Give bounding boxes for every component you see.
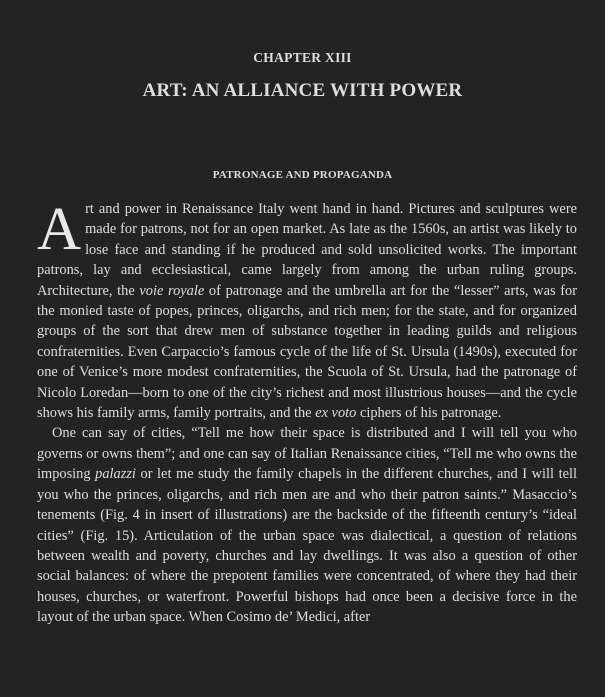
- section-heading: PATRONAGE AND PROPAGANDA: [212, 169, 393, 181]
- paragraph-2-text-b: or let me study the family chapels in the different churches, and I will tell you who the princes, oligarchs, and rich men are and who their patron saints.” Masaccio’s tenements (Fig. 4 in insert of illustrations) are the backside of the fifteenth century’s “ideal cities” (Fig. 15). Articulation of the urban space was dialectical, a question of relations between wealth and poverty, churches and lay dwellings. It was also a question of other social balances: of where the prepotent families were concentrated, of where they had their houses, churches, or waterfront. Powerful bishops had once been a decisive force in the layout of the urban space. When Cosimo de’ Medici, after: [37, 466, 577, 626]
- paragraph-2-text-a: One can say of cities, “Tell me how their space is distributed and I will tell you who governs or owns them”; and one can say of Italian Renaissance cities, “Tell me who owns the imposing: [37, 425, 577, 483]
- paragraph-1-text-a: rt and power in Renaissance Italy went hand in hand. Pictures and sculptures were made for patrons, not for an open market. As late as the 1560s, an artist was likely to lose face and standing if he produced and sold unsolicited works. The important patrons, lay and ecclesiastical, came largely from among the urban ruling groups. Architecture, the: [37, 201, 577, 299]
- drop-cap: A: [37, 196, 82, 263]
- paragraph-2: [37, 423, 577, 627]
- paragraph-1-text-b: of patronage and the umbrella art for the “lesser” arts, was for the monied taste of popes, princes, oligarchs, and rich men; for the state, and for organized groups of the sort that drew men of substance together in leading guilds and religious confraternities. Even Carpaccio’s famous cycle of the life of St. Ursula (1490s), executed for one of Venice’s more modest confraternities, the Scuola of St. Ursula, had the patronage of Nicolo Loredan—born to one of the city’s richest and most illustrious houses—and the cycle shows his family arms, family portraits, and the: [37, 282, 577, 422]
- paragraph-1-text-c: ciphers of his patronage.: [356, 405, 502, 422]
- paragraph-2-italic-a: palazzi: [95, 466, 136, 483]
- paragraph-1-italic-b: ex voto: [315, 405, 357, 422]
- chapter-number: CHAPTER XIII: [253, 50, 352, 65]
- paragraph-1: [37, 196, 577, 423]
- body-text: [37, 196, 577, 628]
- chapter-title: ART: AN ALLIANCE WITH POWER: [142, 80, 463, 101]
- paragraph-1-italic-a: voie royale: [139, 282, 205, 299]
